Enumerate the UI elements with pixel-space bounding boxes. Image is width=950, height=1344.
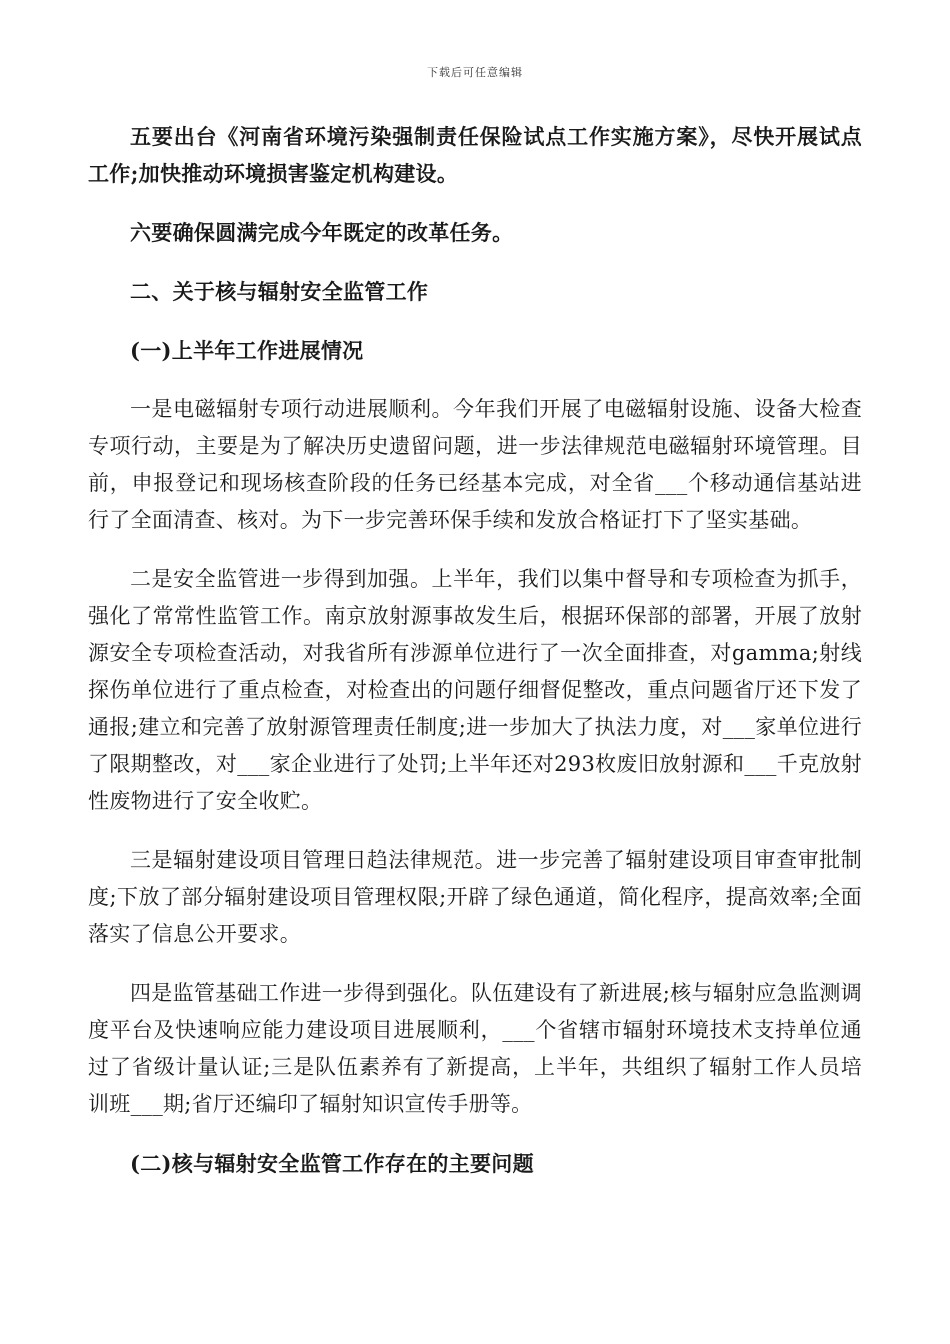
subsection-heading-2: (二)核与辐射安全监管工作存在的主要问题 <box>130 1151 534 1176</box>
header-note: 下载后可任意编辑 <box>427 66 523 79</box>
subsection-heading-1: (一)上半年工作进展情况 <box>130 338 364 363</box>
paragraph-electromagnetic: 一是电磁辐射专项行动进展顺利。今年我们开展了电磁辐射设施、设备大检查专项行动，主要是为了解决历史遗留问题，进一步法律规范电磁辐射环境管理。目前，申报登记和现场核查阶段的任务已经基本完成，对全省___个移动通信基站进行了全面清查、核对。为下一步完善环保手续和发放合格证打下了坚实基础。 <box>88 397 862 532</box>
paragraph-foundation-work: 四是监管基础工作进一步得到强化。队伍建设有了新进展;核与辐射应急监测调度平台及快速响应能力建设项目进展顺利，___个省辖市辐射环境技术支持单位通过了省级计量认证;三是队伍素养有了新提高，上半年，共组织了辐射工作人员培训班___期;省厅还编印了辐射知识宣传手册等。 <box>88 981 862 1116</box>
paragraph-point-five: 五要出台《河南省环境污染强制责任保险试点工作实施方案》，尽快开展试点工作;加快推动环境损害鉴定机构建设。 <box>88 124 862 186</box>
document-body <box>88 118 862 1204</box>
paragraph-point-six: 六要确保圆满完成今年既定的改革任务。 <box>130 220 514 245</box>
section-heading-2: 二、关于核与辐射安全监管工作 <box>130 279 429 304</box>
paragraph-safety-supervision: 二是安全监管进一步得到加强。上半年，我们以集中督导和专项检查为抓手，强化了常常性监管工作。南京放射源事故发生后，根据环保部的部署，开展了放射源安全专项检查活动，对我省所有涉源单位进行了一次全面排查，对gamma;射线探伤单位进行了重点检查，对检查出的问题仔细督促整改，重点问题省厅还下发了通报;建立和完善了放射源管理责任制度;进一步加大了执法力度，对___家单位进行了限期整改，对___家企业进行了处罚;上半年还对293枚废旧放射源和___千克放射性废物进行了安全收贮。 <box>88 567 862 813</box>
paragraph-project-management: 三是辐射建设项目管理日趋法律规范。进一步完善了辐射建设项目审查审批制度;下放了部分辐射建设项目管理权限;开辟了绿色通道，简化程序，提高效率;全面落实了信息公开要求。 <box>88 848 862 946</box>
